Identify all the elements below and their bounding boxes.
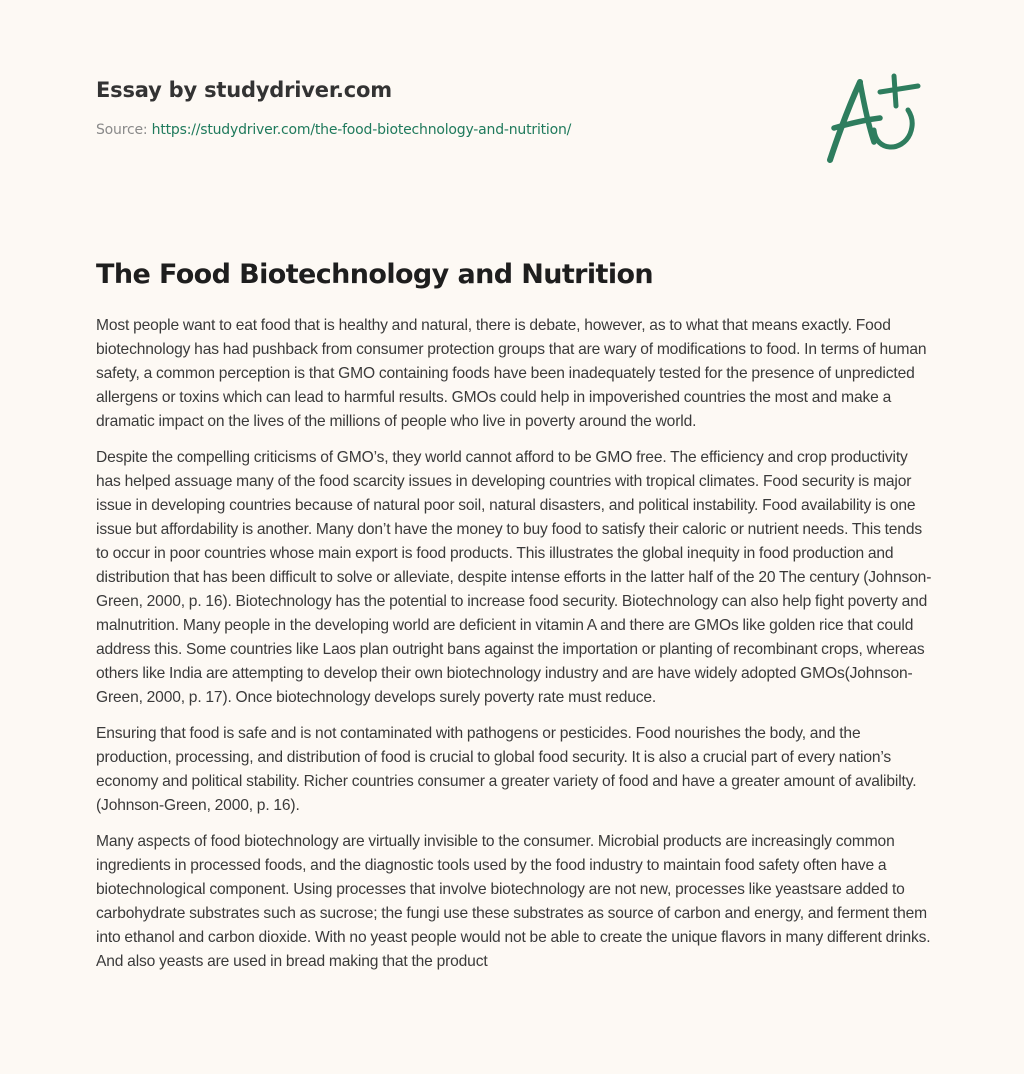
essay-paragraph: Ensuring that food is safe and is not contaminated with pathogens or pesticides. Food nourishes the body, and the production, processing, and distribution of food is crucial to global food security. It is also a crucial part of every nation’s economy and political stability. Richer countries consumer a greater variety of food and have a greater amount of avalibilty. (Johnson-Green, 2000, p. 16). [96, 725, 917, 814]
essay-title: The Food Biotechnology and Nutrition [96, 259, 654, 290]
source-label: Source: [96, 122, 148, 138]
essay-paragraph: Many aspects of food biotechnology are virtually invisible to the consumer. Microbial products are increasingly common ingredients in processed foods, and the diagnostic tools used by the food industry to maintain food safety often have a biotechnological component. Using processes that involve biotechnology are not new, processes like yeastsare added to carbohydrate substrates such as sucrose; the fungi use these substrates as source of carbon and energy, and ferment them into ethanol and carbon dioxide. With no yeast people would not be able to create the unique flavors in many different drinks. And also yeasts are used in bread making that the product [96, 833, 931, 970]
essay-paragraph: Despite the compelling criticisms of GMO’s, they world cannot afford to be GMO free. The efficiency and crop productivity has helped assuage many of the food scarcity issues in developing countries with tropical climates. Food security is major issue in developing countries because of natural poor soil, natural disasters, and political instability. Food availability is one issue but affordability is another. Many don’t have the money to buy food to satisfy their caloric or nutrient needs. This tends to occur in poor countries whose main export is food products. This illustrates the global inequity in food production and distribution that has been difficult to solve or alleviate, despite intense efforts in the latter half of the 20 The century (Johnson- Green, 2000, p. 16). Biotechnology has the potential to increase food security. Biotechnology can also help fight poverty and malnutrition. Many people in the developing world are deficient in vitamin A and there are GMOs like golden rice that could address this. Some countries like Laos plan outright bans against the importation or planting of recombinant crops, whereas others like India are attempting to develop their own biotechnology industry and are have widely adopted GMOs(Johnson-Green, 2000, p. 17). Once biotechnology develops surely poverty rate must reduce. [96, 449, 932, 706]
page-header [96, 74, 796, 140]
essay-paragraph: Most people want to eat food that is healthy and natural, there is debate, however, as to what that means exactly. Food biotechnology has had pushback from consumer protection groups that are wary of modifications to food. In terms of human safety, a common perception is that GMO containing foods have been inadequately tested for the presence of unpredicted allergens or toxins which can lead to harmful results. GMOs could help in impoverished countries the most and make a dramatic impact on the lives of the millions of people who live in poverty around the world. [96, 317, 927, 430]
essay-body [96, 314, 932, 986]
source-line [96, 120, 796, 140]
a-plus-grade-icon [822, 68, 930, 168]
brand-title: Essay by studydriver.com [96, 78, 392, 102]
source-link[interactable]: https://studydriver.com/the-food-biotechnology-and-nutrition/ [151, 122, 572, 138]
